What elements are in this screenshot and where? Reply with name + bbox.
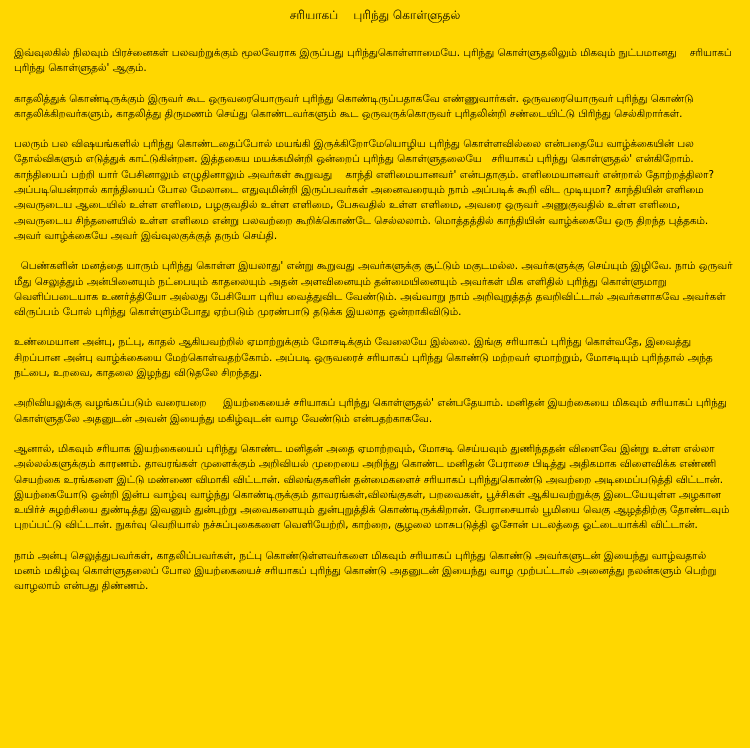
- paragraph-2: காதலித்துக் கொண்டிருக்கும் இருவர் கூட ஒருவரையொருவர் புரிந்து கொண்டிருப்பதாகவே எண்ணுவார்கள். ஒருவரையொருவர் புரிந்து கொண்டு காதலிக்கிறவர்களும், காதலித்து திருமணம் செய்து கொண்டவர்களும் கூட ஒருவருக்கொருவர் புரிதலின்றி சண்டையிட்டு பிரிந்து செல்கிறார்கள்.: [14, 92, 697, 120]
- paragraph-8: நாம் அன்பு செலுத்துபவர்கள், காதலிப்பவர்கள், நட்பு கொண்டுள்ளவர்களை மிகவும் சரியாகப் புரிந்து கொண்டு அவர்களுடன் இயைந்து வாழ்வதால் மனம் மகிழ்வு கொள்ளுதலைப் போல இயற்கையைச் சரியாகப் புரிந்து கொண்டு அதனுடன் இயைந்து வாழ முற்பட்டால் அனைத்து நலன்களும் பெற்று வாழலாம் என்பது திண்ணம்.: [14, 549, 720, 593]
- paragraph-3: பலரும் பல விஷயங்களில் புரிந்து கொண்டதைப்போல் மயங்கி இருக்கிறோமேயொழிய புரிந்து கொள்ளவில்லை என்பதையே வாழ்க்கையின் பல தோல்விகளும் எடுத்துக் காட்டுகின்றன. இத்தகைய மயக்கமின்றி ஒன்றைப் புரிந்து கொள்ளுதலையே சரியாகப் புரிந்து கொள்ளுதல்' என்கிறோம். காந்தியைப் பற்றி யார் பேசினாலும் எழுதினாலும் அவர்கள் கூறுவது காந்தி எளிமையானவர்' என்பதாகும். எளிமையானவர் என்றால் தோற்றத்திலா? அப்படியென்றால் காந்தியைப் போல மேலாடை எதுவுமின்றி இருப்பவர்கள் அனைவரையும் நாம் அப்படிக் கூறி விட முடியுமா? காந்தியின் எளிமை அவருடைய ஆடையில் உள்ள எளிமை, பழகுவதில் உள்ள எளிமை, பேசுவதில் உள்ள எளிமை, அவரை ஒருவர் அணுகுவதில் உள்ள எளிமை, அவருடைய சிந்தனையில் உள்ள எளிமை என்று பலவற்றை கூறிக்கொண்டே செல்லலாம். மொத்தத்தில் காந்தியின் வாழ்க்கையே ஒரு திறந்த புத்தகம். அவர் வாழ்க்கையே அவர் இவ்வுலகுக்குத் தரும் செய்தி.: [14, 138, 718, 242]
- paragraph-5: உண்மையான அன்பு, நட்பு, காதல் ஆகியவற்றில் ஏமாற்றுக்கும் மோசடிக்கும் வேலையே இல்லை. இங்கு சரியாகப் புரிந்து கொள்வதே, இவைத்து சிறப்பான அன்பு வாழ்க்கையை மேற்கொள்வதற்கோம். அப்படி ஒருவரைச் சரியாகப் புரிந்து கொண்டு மற்றவர் ஏமாற்றும், மோசடியும் புரிந்தால் அந்த நட்பை, உறவை, காதலை இழந்து விடுதலே சிறந்தது.: [14, 336, 716, 380]
- paragraph-4: பெண்களின் மனத்தை யாரும் புரிந்து கொள்ள இயலாது' என்று கூறுவது அவர்களுக்கு சூட்டும் மகுடமல்ல. அவர்களுக்கு செய்யும் இழிவே. நாம் ஒருவர் மீது செலுத்தும் அன்பினையும் நட்பையும் காதலையும் அதன் அளவினையும் தன்மையினையும் அவர்கள் மிக எளிதில் புரிந்து கொள்ளுமாறு வெளிப்படையாக உணர்த்தியோ அல்லது பேசியோ புரிய வைத்துவிட வேண்டும். அவ்வாறு நாம் அறிவுறுத்தத் தவறிவிட்டால் அவர்களாகவே அவர்கள் விருப்பம் போல் புரிந்து கொள்ளும்போது ஏற்படும் முரண்பாடு தடுக்க இயலாத ஒன்றாகிவிடும்.: [14, 260, 736, 319]
- document-title: சரியாகப் புரிந்து கொள்ளுதல்: [289, 8, 461, 22]
- paragraph-7: ஆனால், மிகவும் சரியாக இயற்கையைப் புரிந்து கொண்ட மனிதன் அதை ஏமாற்றவும், மோசடி செய்யவும் துணிந்ததன் விளைவே இன்று உள்ள எல்லா அல்லல்களுக்கும் காரணம். தாவரங்கள் முளைக்கும் அறிவியல் முறையை அறிந்து கொண்ட மனிதன் பேராசை பிடித்து அதிகமாக விளைவிக்க எண்ணி செயற்கை உரங்களை இட்டு மண்ணை விமாகி விட்டான். விலங்குகளின் தன்மைகளைச் சரியாகப் புரிந்துகொண்டு அவற்றை அடிமைப்படுத்தி விட்டான். இயற்கையோடு ஒன்றி இன்ப வாழ்வு வாழ்ந்து கொண்டிருக்கும் தாவரங்கள்,விலங்குகள், பறவைகள், பூச்சிகள் ஆகியவற்றுக்கு இடையேயுள்ள அழகான உயிர்ச் சுழற்சியை துண்டித்து இவனும் துன்புற்று அவைகளையும் துன்புறுத்திக் கொண்டிருக்கிறான். பேராசையால் பூமியை வெகு ஆழத்திற்கு தோண்டவும் புறப்பட்டு விட்டான். நுகர்வு வெறியால் நச்சுப்புகைகளை வெளியேற்றி, காற்றை, சூழலை மாசுபடுத்தி ஓசோன் படலத்தை ஓட்டையாக்கி விட்டான்.: [14, 442, 733, 532]
- paragraph-6: அறிவியலுக்கு வழங்கப்படும் வரையறை இயற்கையைச் சரியாகப் புரிந்து கொள்ளுதல்' என்பதேயாம். மனிதன் இயற்கையை மிகவும் சரியாகப் புரிந்து கொள்ளுதலே அதனுடன் அவன் இயைந்து மகிழ்வுடன் வாழ வேண்டும் என்பதற்காகவே.: [14, 397, 731, 425]
- paragraph-1: இவ்வுலகில் நிலவும் பிரச்னைகள் பலவற்றுக்கும் மூலவேராக இருப்பது புரிந்துகொள்ளாமையே. புரிந்து கொள்ளுதலிலும் மிகவும் நுட்பமானது சரியாகப் புரிந்து கொள்ளுதல்' ஆகும்.: [14, 47, 735, 75]
